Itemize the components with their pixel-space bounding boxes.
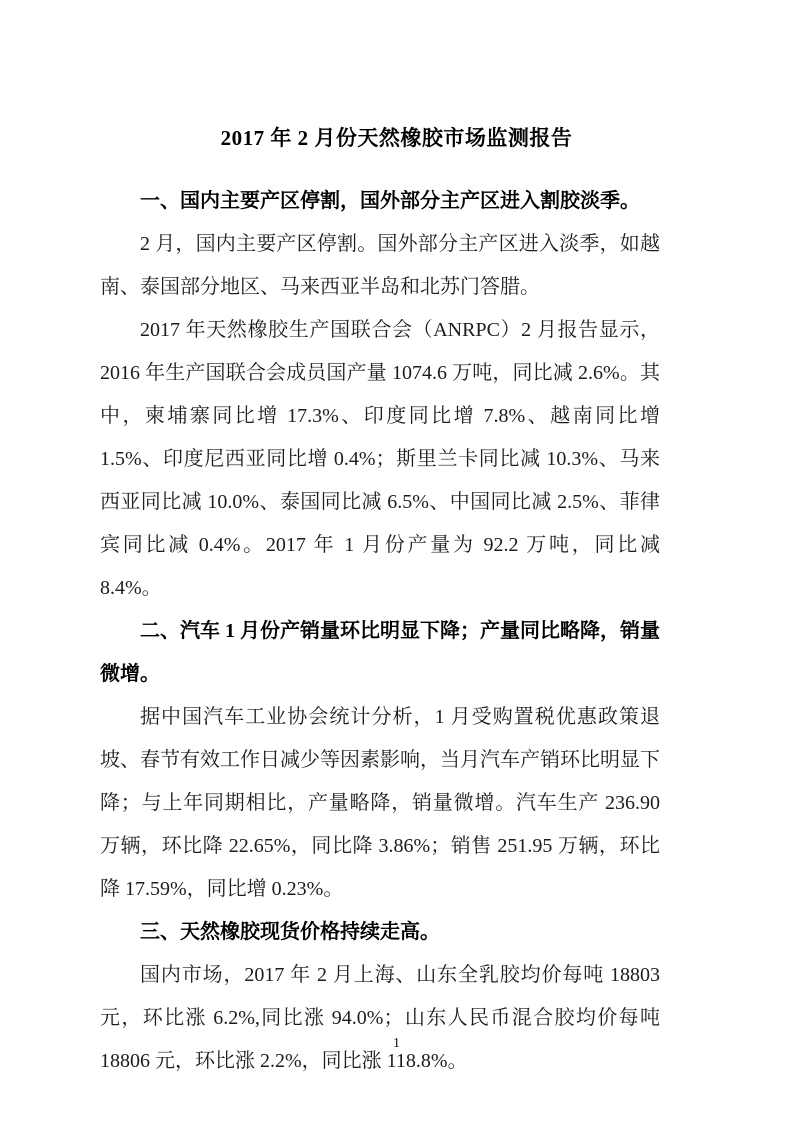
section-3-paragraph-1: 国内市场，2017 年 2 月上海、山东全乳胶均价每吨 18803 元，环比涨 6.2%,同比涨 94.0%；山东人民币混合胶均价每吨 18806 元，环比涨 2.2%，同比涨 118.8%。	[100, 964, 660, 1072]
page-number: 1	[393, 1036, 400, 1051]
section-heading-2: 二、汽车 1 月份产销量环比明显下降；产量同比略降，销量微增。	[100, 620, 660, 685]
section-heading-3: 三、天然橡胶现货价格持续走高。	[140, 921, 440, 943]
section-2-paragraph-1: 据中国汽车工业协会统计分析，1 月受购置税优惠政策退坡、春节有效工作日减少等因素影响，当月汽车产销环比明显下降；与上年同期相比，产量略降，销量微增。汽车生产 236.90 万辆，环比降 22.65%，同比降 3.86%；销售 251.95 万辆，环比降 17.59%，同比增 0.23%。	[100, 706, 660, 900]
section-1-paragraph-2: 2017 年天然橡胶生产国联合会（ANRPC）2 月报告显示，2016 年生产国联合会成员国产量 1074.6 万吨，同比减 2.6%。其中，柬埔寨同比增 17.3%、印度同比增 7.8%、越南同比增 1.5%、印度尼西亚同比增 0.4%；斯里兰卡同比减 10.3%、马来西亚同比减 10.0%、泰国同比减 6.5%、中国同比减 2.5%、菲律宾同比减 0.4%。2017 年 1 月份产量为 92.2 万吨，同比减 8.4%。	[100, 319, 660, 599]
section-heading-1: 一、国内主要产区停割，国外部分主产区进入割胶淡季。	[140, 190, 640, 212]
document-title: 2017 年 2 月份天然橡胶市场监测报告	[220, 126, 573, 150]
section-1-paragraph-1: 2 月，国内主要产区停割。国外部分主产区进入淡季，如越南、泰国部分地区、马来西亚半岛和北苏门答腊。	[100, 233, 660, 298]
